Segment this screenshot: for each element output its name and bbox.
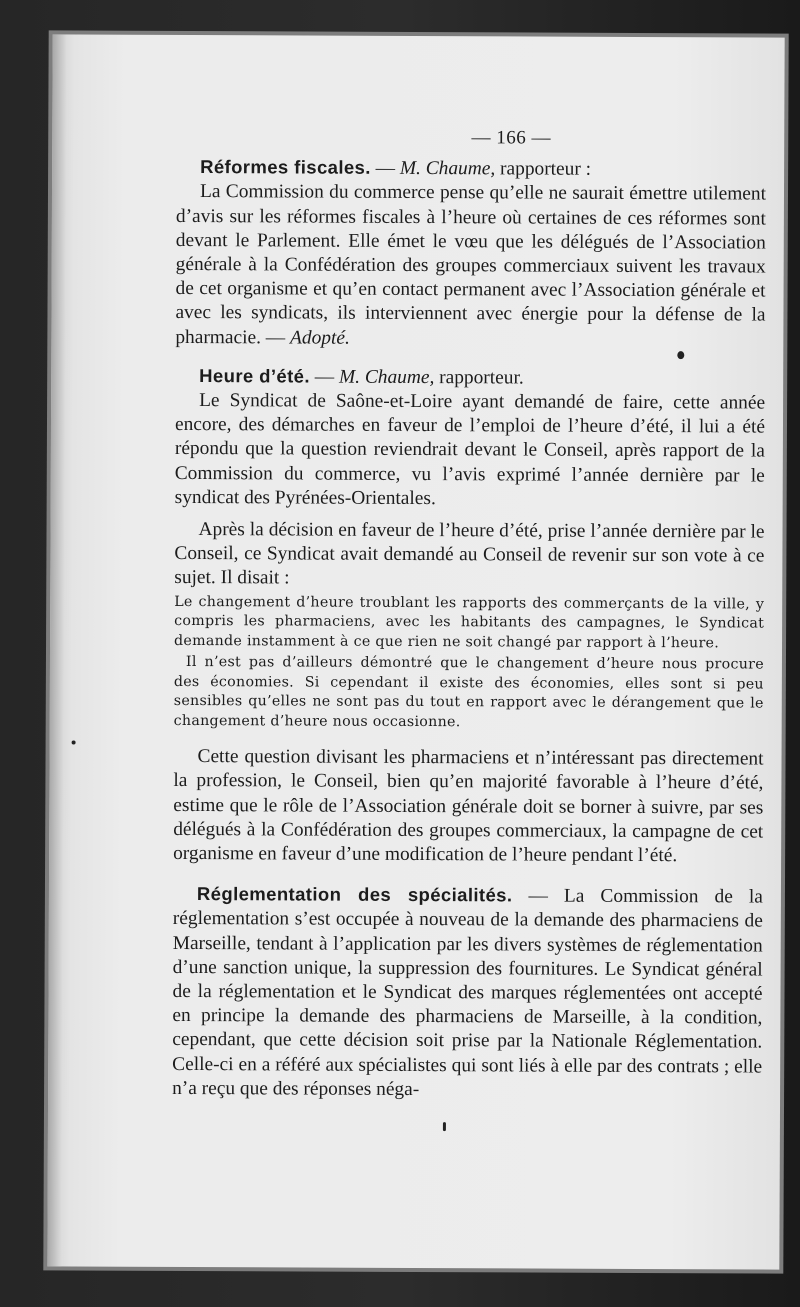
heading-dash: — bbox=[370, 158, 400, 180]
section-fiscal-title bbox=[176, 155, 766, 183]
rapporteur-role: rapporteur. bbox=[434, 366, 524, 389]
heading-dash: — bbox=[512, 885, 564, 907]
body-text: La Commission du commerce pense qu’elle ne saurait émettre utilement d’avis sur les réformes fiscales à l’heure où certaines de ces réformes sont devant le Parlement. Elle émet le vœu que les délégués de l’Association générale à la Confédération des groupes commerciaux suivent les travaux de cet organisme et qu’en contact permanent avec l’Association générale et avec les syndicats, ils interviennent avec énergie pour la défense de la pharmacie. — bbox=[175, 181, 767, 349]
document-page bbox=[47, 34, 784, 1269]
section-reglementation bbox=[172, 882, 763, 1103]
page-number: — 166 — bbox=[471, 127, 552, 149]
quote-first: Le changement d’heure troublant les rapports des commerçants de la ville, y compris les pharmaciens, avec les habitants des campagnes, le Syndicat demande instamment à ce que rien ne soit changé par rapport à l’heure. bbox=[174, 593, 765, 651]
heading-reglementation-specialites: Réglementation des spécialités. bbox=[196, 883, 513, 906]
heading-reformes-fiscales: Réformes fiscales. bbox=[200, 156, 371, 179]
ink-speck bbox=[72, 740, 76, 744]
section-fiscal-body bbox=[175, 180, 766, 352]
rapporteur-name: M. Chaume, bbox=[399, 158, 496, 180]
section-heure-title bbox=[175, 364, 765, 392]
rapporteur-role: rapporteur : bbox=[495, 158, 592, 180]
paragraph-decision: Après la décision en faveur de l’heure d’été, prise l’année dernière par le Conseil, ce Syndicat avait demandé au Conseil de revenir sur son vote à ce sujet. Il disait : bbox=[174, 519, 765, 589]
page-content bbox=[172, 125, 766, 1104]
paragraph-conclusion: Cette question divisant les pharmaciens et n’intéressant pas directement la profession, le Conseil, bien qu’en majorité favorable à l’heure d’été, estime que le rôle de l’Association générale doit se borner à suivre, par ses délégués à la Confédération des groupes commerciaux, la campagne de cet organisme en faveur d’une modification de l’heure pendant l’été. bbox=[173, 746, 764, 867]
quote-second: Il n’est pas d’ailleurs démontré que le changement d’heure nous procure des économies. Si cependant il existe des économies, elles sont si peu sensibles qu’elles ne sont pas du tout en rapport avec le dérangement que le changement d’heure nous occasionne. bbox=[173, 654, 764, 730]
body-text: La Commission de la réglementation s’est occupée à nouveau de la demande des pharmaciens de Marseille, tendant à l’application par les divers systèmes de réglementation d’une sanction unique, la suppression des fournitures. Le Syndicat général de la réglementation et le Syndicat des marques réglementées ont accepté en principe la demande des pharmaciens de Marseille, à la condition, cependant, que cette décision soit prise par la Nationale Réglementation. Celle-ci en a référé aux spécialistes qui sont liés à elle par des contrats ; elle n’a reçu que des réponses néga- bbox=[172, 885, 763, 1100]
paragraph-saone-et-loire: Le Syndicat de Saône-et-Loire ayant demandé de faire, cette année encore, des démarches en faveur de l’emploi de l’heure d’été, il lui a été répondu que la question reviendrait devant le Conseil, après rapport de la Commission du commerce, vu l’avis exprimé l’année dernière par le syndicat des Pyrénées-Orientales. bbox=[174, 390, 766, 509]
rapporteur-name: M. Chaume, bbox=[338, 366, 435, 388]
ink-speck bbox=[677, 351, 684, 359]
verdict-adopte: Adopté. bbox=[290, 327, 350, 349]
heading-dash: — bbox=[309, 366, 340, 388]
heading-heure-ete: Heure d’été. bbox=[199, 364, 310, 387]
ink-speck bbox=[443, 1122, 446, 1131]
